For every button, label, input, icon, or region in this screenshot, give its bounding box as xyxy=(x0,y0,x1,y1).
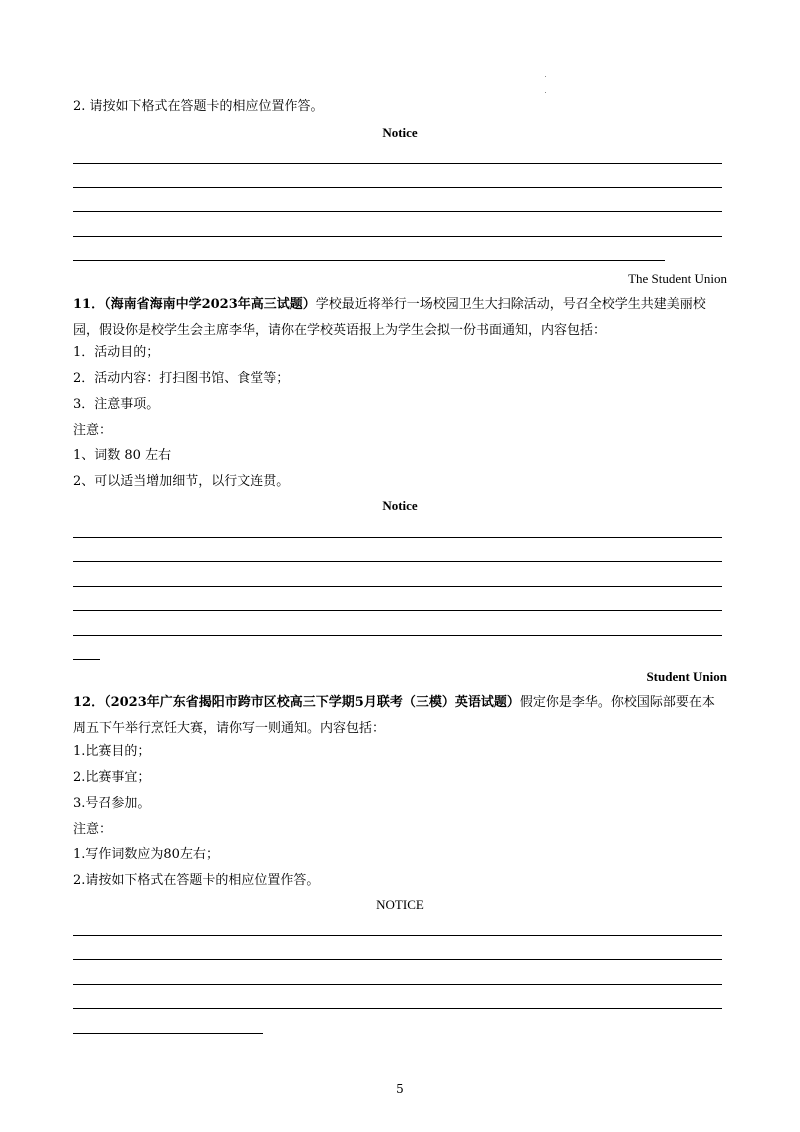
question-number: 12． xyxy=(73,695,105,710)
list-item: 3.号召参加。 xyxy=(73,796,151,811)
question-source: （2023年广东省揭阳市跨市区校高三下学期5月联考（三模）英语试题） xyxy=(104,695,520,710)
question-source: （海南省海南中学2023年高三试题） xyxy=(104,297,316,312)
list-item: 2.比赛事宜； xyxy=(73,770,151,785)
note-item: 1.写作词数应为80左右； xyxy=(73,847,219,862)
signature: The Student Union xyxy=(628,271,727,286)
question-text: 学校最近将举行一场校园卫生大扫除活动，号召全校学生共建美丽校园，假设你是校学生会主席李华，请你在学校英语报上为学生会拟一份书面通知，内容包括： xyxy=(73,297,706,338)
answer-line[interactable] xyxy=(73,1008,722,1009)
answer-line[interactable] xyxy=(73,610,722,611)
scan-mark xyxy=(545,92,546,93)
question-text: 假定你是李华。你校国际部要在本周五下午举行烹饪大赛，请你写一则通知。内容包括： xyxy=(73,695,715,736)
question-12-prompt xyxy=(73,690,727,742)
answer-line[interactable] xyxy=(73,659,100,660)
list-item: 3．注意事项。 xyxy=(73,397,160,412)
notice-heading: Notice xyxy=(382,125,418,140)
signature: Student Union xyxy=(646,669,727,684)
note-item: 2.请按如下格式在答题卡的相应位置作答。 xyxy=(73,873,320,888)
note-label: 注意： xyxy=(73,822,113,837)
answer-line[interactable] xyxy=(73,561,722,562)
scan-mark xyxy=(545,76,546,77)
list-item: 2．活动内容：打扫图书馆、食堂等； xyxy=(73,371,290,386)
list-item: 1．活动目的； xyxy=(73,345,160,360)
answer-line[interactable] xyxy=(73,1033,263,1034)
answer-line[interactable] xyxy=(73,537,722,538)
answer-line[interactable] xyxy=(73,935,722,936)
answer-line[interactable] xyxy=(73,211,722,212)
notice-heading: NOTICE xyxy=(376,897,424,912)
notice-heading: Notice xyxy=(382,498,418,513)
answer-line[interactable] xyxy=(73,187,722,188)
question-11-prompt xyxy=(73,292,727,344)
answer-line[interactable] xyxy=(73,260,665,261)
answer-line[interactable] xyxy=(73,984,722,985)
answer-line[interactable] xyxy=(73,236,722,237)
note-item: 2、可以适当增加细节，以行文连贯。 xyxy=(73,474,290,489)
answer-line[interactable] xyxy=(73,163,722,164)
note-item: 1、词数 80 左右 xyxy=(73,448,172,463)
answer-line[interactable] xyxy=(73,959,722,960)
answer-line[interactable] xyxy=(73,635,722,636)
page-number: 5 xyxy=(396,1082,404,1096)
list-item: 1.比赛目的； xyxy=(73,744,151,759)
top-instruction: 2. 请按如下格式在答题卡的相应位置作答。 xyxy=(73,99,324,114)
answer-line[interactable] xyxy=(73,586,722,587)
question-number: 11． xyxy=(73,297,105,312)
note-label: 注意： xyxy=(73,423,113,438)
